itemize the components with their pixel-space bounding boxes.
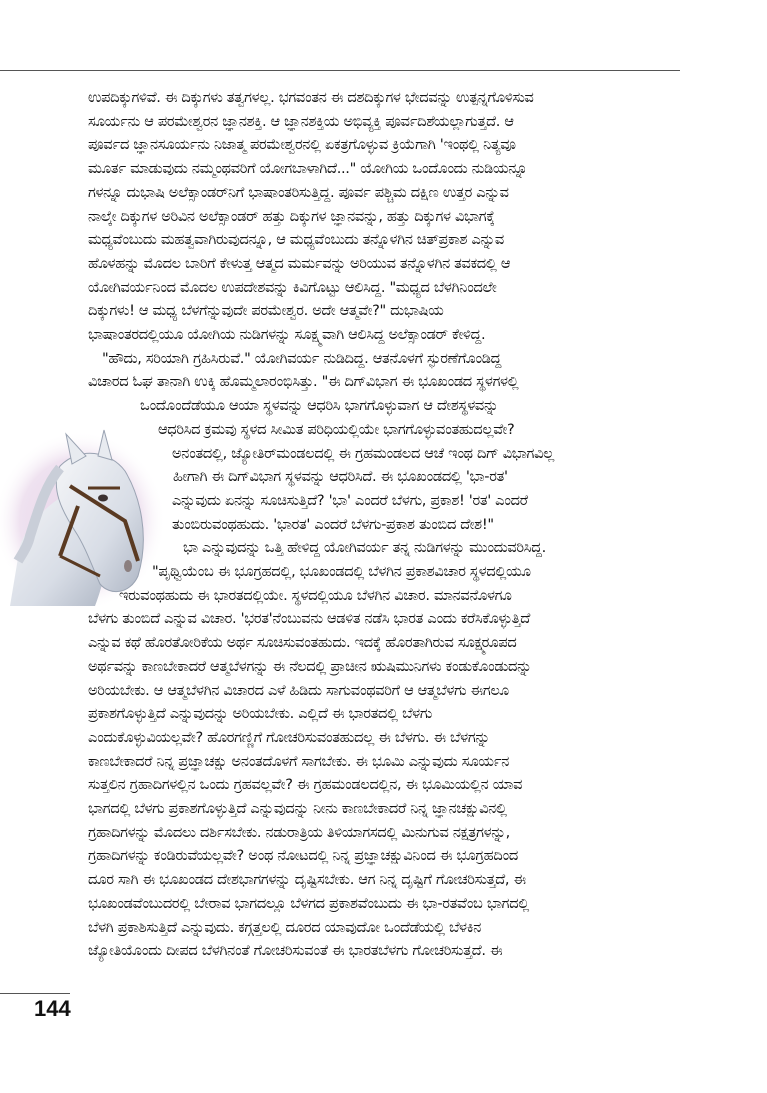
- text-line: ಪ್ರಕಾಶಗೊಳ್ಳುತ್ತಿದೆ ಎನ್ನುವುದನ್ನು ಅರಿಯಬೇಕು. ಎಲ್ಲಿದೆ ಈ ಭಾರತದಲ್ಲಿ ಬೆಳಗು: [88, 705, 433, 723]
- text-line: ಎನ್ನುವ ಕಥೆ ಹೊರತೋರಿಕೆಯ ಅರ್ಥ ಸೂಚಿಸುವಂತಹುದು. ಇದಕ್ಕೆ ಹೊರತಾಗಿರುವ ಸೂಕ್ಷ್ಮರೂಪದ: [88, 634, 517, 652]
- text-line: ಸುತ್ತಲಿನ ಗ್ರಹಾದಿಗಳಲ್ಲಿನ ಒಂದು ಗ್ರಹವಲ್ಲವೇ? ಈ ಗ್ರಹಮಂಡಲದಲ್ಲಿನ, ಈ ಭೂಮಿಯಲ್ಲಿನ ಯಾವ: [88, 776, 523, 794]
- text-line: ಪೂರ್ವದ ಜ್ಞಾನಸೂರ್ಯನು ನಿಜಾತ್ಮ ಪರಮೇಶ್ವರನಲ್ಲಿ ಏಕತ್ರಗೊಳ್ಳುವ ಕ್ರಿಯೆಗಾಗಿ 'ಇಂಥಲ್ಲಿ ನಿತ್ಯವೂ: [88, 136, 516, 154]
- text-line: ಮೂರ್ತ ಮಾಡುವುದು ನಮ್ಮಂಥವರಿಗೆ ಯೋಗಬಾಳಾಗಿದೆ..." ಯೋಗಿಯ ಒಂದೊಂದು ನುಡಿಯನ್ನೂ: [88, 160, 528, 178]
- text-line: ಸೂರ್ಯನು ಆ ಪರಮೇಶ್ವರನ ಜ್ಞಾನಶಕ್ತಿ. ಆ ಜ್ಞಾನಶಕ್ತಿಯ ಅಭಿವ್ಯಕ್ತಿ ಪೂರ್ವದಿಶೆಯಲ್ಲಾಗುತ್ತದೆ. ಆ: [88, 112, 514, 130]
- text-line: ಭಾಗದಲ್ಲಿ ಬೆಳಗು ಪ್ರಕಾಶಗೊಳ್ಳುತ್ತಿದೆ ಎನ್ನುವುದನ್ನು ನೀನು ಕಾಣಬೇಕಾದರೆ ನಿನ್ನ ಜ್ಞಾನಚಕ್ಷುವಿನಲ್ಲಿ: [88, 800, 507, 817]
- text-line: ಯೋಗಿವರ್ಯನಿಂದ ಮೊದಲ ಉಪದೇಶವನ್ನು ಕಿವಿಗೊಟ್ಟು ಆಲಿಸಿದ್ದ. "ಮಧ್ಯದ ಬೆಳಗಿನಿಂದಲೇ: [88, 278, 497, 296]
- top-rule: [0, 70, 680, 71]
- text-line: "ಹೌದು, ಸರಿಯಾಗಿ ಗ್ರಹಿಸಿರುವೆ." ಯೋಗಿವರ್ಯ ನುಡಿದಿದ್ದ. ಆತನೊಳಗೆ ಸ್ಫುರಣೆಗೊಂಡಿದ್ದ: [102, 349, 502, 367]
- text-line: ಗ್ರಹಾದಿಗಳನ್ನು ಕಂಡಿರುವೆಯಲ್ಲವೇ? ಅಂಥ ನೋಟದಲ್ಲಿ ನಿನ್ನ ಪ್ರಜ್ಞಾಚಕ್ಷುವಿನಿಂದ ಈ ಭೂಗ್ರಹದಿಂದ: [88, 847, 518, 865]
- text-line: ಎನ್ನುವುದು ಏನನ್ನು ಸೂಚಿಸುತ್ತಿದೆ? 'ಭಾ' ಎಂದರೆ ಬೆಳಗು, ಪ್ರಕಾಶ! 'ರತ' ಎಂದರೆ: [172, 491, 528, 509]
- page-number: 144: [34, 996, 71, 1021]
- text-line: ಎಂದುಕೊಳ್ಳುವಿಯಲ್ಲವೇ? ಹೊರಗಣ್ಣಿಗೆ ಗೋಚರಿಸುವಂತಹುದಲ್ಲ ಈ ಬೆಳಗು. ಈ ಬೆಳಗನ್ನು: [88, 728, 490, 746]
- text-line: ಒಂದೊಂದೆಡೆಯೂ ಆಯಾ ಸ್ಥಳವನ್ನು ಆಧರಿಸಿ ಭಾಗಗೊಳ್ಳುವಾಗ ಆ ದೇಶಸ್ಥಳವನ್ನು: [140, 397, 499, 415]
- text-line: ಹೀಗಾಗಿ ಈ ದಿಗ್‌ವಿಭಾಗ ಸ್ಥಳವನ್ನು ಆಧರಿಸಿದೆ. ಈ ಭೂಖಂಡದಲ್ಲಿ 'ಭಾ-ರತ': [173, 468, 508, 486]
- text-line: ಅರಿಯಬೇಕು. ಆ ಆತ್ಮಬೆಳಗಿನ ವಿಚಾರದ ಎಳೆ ಹಿಡಿದು ಸಾಗುವಂಥವರಿಗೆ ಆ ಆತ್ಮಬೆಳಗು ಈಗಲೂ: [88, 681, 509, 699]
- text-line: ಭಾ ಎನ್ನುವುದನ್ನು ಒತ್ತಿ ಹೇಳಿದ್ದ ಯೋಗಿವರ್ಯ ತನ್ನ ನುಡಿಗಳನ್ನು ಮುಂದುವರಿಸಿದ್ದ.: [183, 539, 546, 557]
- text-line: ಅರ್ಥವನ್ನು ಕಾಣಬೇಕಾದರೆ ಆತ್ಮಬೆಳಗನ್ನು ಈ ನೆಲದಲ್ಲಿ ಪ್ರಾಚೀನ ಋಷಿಮುನಿಗಳು ಕಂಡುಕೊಂಡುದನ್ನು: [88, 657, 532, 675]
- text-line: ಹೊಳಹನ್ನು ಮೊದಲ ಬಾರಿಗೆ ಕೇಳುತ್ತ ಆತ್ಮದ ಮರ್ಮವನ್ನು ಅರಿಯುವ ತನ್ನೊಳಗಿನ ತವಕದಲ್ಲಿ ಆ: [88, 254, 511, 272]
- text-line: ಭೂಖಂಡವೆಂಬುದರಲ್ಲಿ ಬೇರಾವ ಭಾಗದಲ್ಲೂ ಬೆಳಗದ ಪ್ರಕಾಶವೆಂಬುದು ಈ ಭಾ-ರತವೆಂಬ ಭಾಗದಲ್ಲಿ: [88, 894, 529, 912]
- text-line: ಜ್ಯೋತಿಯೊಂದು ದೀಪದ ಬೆಳಗಿನಂತೆ ಗೋಚರಿಸುವಂತೆ ಈ ಭಾರತಬೆಳಗು ಗೋಚರಿಸುತ್ತದೆ. ಈ: [88, 942, 503, 960]
- text-line: ಮಧ್ಯವೆಂಬುದು ಮಹತ್ವವಾಗಿರುವುದನ್ನೂ, ಆ ಮಧ್ಯವೆಂಬುದು ತನ್ನೊಳಗಿನ ಚಿತ್‌ಪ್ರಕಾಶ ಎನ್ನುವ: [88, 231, 504, 249]
- text-line: ವಿಚಾರದ ಓಘ ತಾನಾಗಿ ಉಕ್ಕಿ ಹೊಮ್ಮಲಾರಂಭಿಸಿತ್ತು. "ಈ ದಿಗ್‌ವಿಭಾಗ ಈ ಭೂಖಂಡದ ಸ್ಥಳಗಳಲ್ಲಿ: [88, 373, 519, 391]
- text-line: ಗಳನ್ನೂ ದುಭಾಷಿ ಅಲೆಕ್ಸಾಂಡರ್‌ನಿಗೆ ಭಾಷಾಂತರಿಸುತ್ತಿದ್ದ. ಪೂರ್ವ ಪಶ್ಚಿಮ ದಕ್ಷಿಣ ಉತ್ತರ ಎನ್ನುವ: [88, 183, 509, 201]
- text-line: ದೂರ ಸಾಗಿ ಈ ಭೂಖಂಡದ ದೇಶಭಾಗಗಳನ್ನು ದೃಷ್ಟಿಸಬೇಕು. ಆಗ ನಿನ್ನ ದೃಷ್ಟಿಗೆ ಗೋಚರಿಸುತ್ತದೆ, ಈ: [88, 871, 526, 889]
- text-line: ದಿಕ್ಕುಗಳು! ಆ ಮಧ್ಯ ಬೆಳಗೆನ್ನುವುದೇ ಪರಮೇಶ್ವರ. ಅದೇ ಆತ್ಮವೇ?" ದುಭಾಷಿಯ: [88, 302, 444, 320]
- text-line: ನಾಲ್ಕೇ ದಿಕ್ಕುಗಳ ಅರಿವಿನ ಅಲೆಕ್ಸಾಂಡರ್ ಹತ್ತು ದಿಕ್ಕುಗಳ ಜ್ಞಾನವನ್ನು, ಹತ್ತು ದಿಕ್ಕುಗಳ ವಿಭಾಗಕ್ಕೆ: [88, 207, 495, 225]
- text-line: ಬೆಳಗಿ ಪ್ರಕಾಶಿಸುತ್ತಿದೆ ಎನ್ನುವುದು. ಕಗ್ಗತ್ತಲಲ್ಲಿ ದೂರದ ಯಾವುದೋ ಒಂದೆಡೆಯಲ್ಲಿ ಬೆಳಕಿನ: [88, 918, 481, 936]
- text-line: ಉಪದಿಕ್ಕುಗಳಿವೆ. ಈ ದಿಕ್ಕುಗಳು ತತ್ವಗಳಲ್ಲ. ಭಗವಂತನ ಈ ದಶದಿಕ್ಕುಗಳ ಭೇದವನ್ನು ಉತ್ಪನ್ನಗೊಳಿಸುವ: [88, 89, 534, 106]
- text-line: ಅನಂತದಲ್ಲಿ, ಜ್ಯೋತಿರ್‌ಮಂಡಲದಲ್ಲಿ ಈ ಗ್ರಹಮಂಡಲದ ಆಚೆ ಇಂಥ ದಿಗ್ ವಿಭಾಗವಿಲ್ಲ: [172, 444, 554, 462]
- page-number-rule: [0, 993, 70, 994]
- text-line: "ಪೃಥ್ವಿಯೆಂಬ ಈ ಭೂಗ್ರಹದಲ್ಲಿ, ಭೂಖಂಡದಲ್ಲಿ ಬೆಳಗಿನ ಪ್ರಕಾಶವಿಚಾರ ಸ್ಥಳದಲ್ಲಿಯೂ: [152, 563, 531, 580]
- text-line: ಇರುವಂಥಹುದು ಈ ಭಾರತದಲ್ಲಿಯೇ. ಸ್ಥಳದಲ್ಲಿಯೂ ಬೆಳಗಿನ ವಿಚಾರ. ಮಾನವನೊಳಗೂ: [119, 586, 512, 604]
- text-line: ಆಧರಿಸಿದ ಕ್ರಮವು ಸ್ಥಳದ ಸೀಮಿತ ಪರಿಧಿಯಲ್ಲಿಯೇ ಭಾಗಗೊಳ್ಳುವಂತಹುದಲ್ಲವೇ?: [158, 420, 515, 438]
- text-line: ಭಾಷಾಂತರದಲ್ಲಿಯೂ ಯೋಗಿಯ ನುಡಿಗಳನ್ನು ಸೂಕ್ಷ್ಮವಾಗಿ ಆಲಿಸಿದ್ದ ಅಲೆಕ್ಸಾಂಡರ್ ಕೇಳಿದ್ದ.: [88, 326, 486, 343]
- text-line: ಗ್ರಹಾದಿಗಳನ್ನು ಮೊದಲು ದರ್ಶಿಸಬೇಕು. ನಡುರಾತ್ರಿಯ ತಿಳಿಯಾಗಸದಲ್ಲಿ ಮಿನುಗುವ ನಕ್ಷತ್ರಗಳನ್ನು,: [88, 823, 510, 841]
- text-line: ಕಾಣಬೇಕಾದರೆ ನಿನ್ನ ಪ್ರಜ್ಞಾಚಕ್ಷು ಅನಂತದೊಳಗೆ ಸಾಗಬೇಕು. ಈ ಭೂಮಿ ಎನ್ನುವುದು ಸೂರ್ಯನ: [88, 752, 510, 770]
- text-line: ಬೆಳಗು ತುಂಬಿದೆ ಎನ್ನುವ ವಿಚಾರ. 'ಭರತ'ನೆಂಬುವನು ಆಡಳಿತ ನಡೆಸಿ ಭಾರತ ಎಂದು ಕರೆಸಿಕೊಳ್ಳುತ್ತಿದೆ: [88, 610, 530, 628]
- text-line: ತುಂಬಿರುವಂಥಹುದು. 'ಭಾರತ' ಎಂದರೆ ಬೆಳಗು-ಪ್ರಕಾಶ ತುಂಬಿದ ದೇಶ!": [172, 515, 494, 533]
